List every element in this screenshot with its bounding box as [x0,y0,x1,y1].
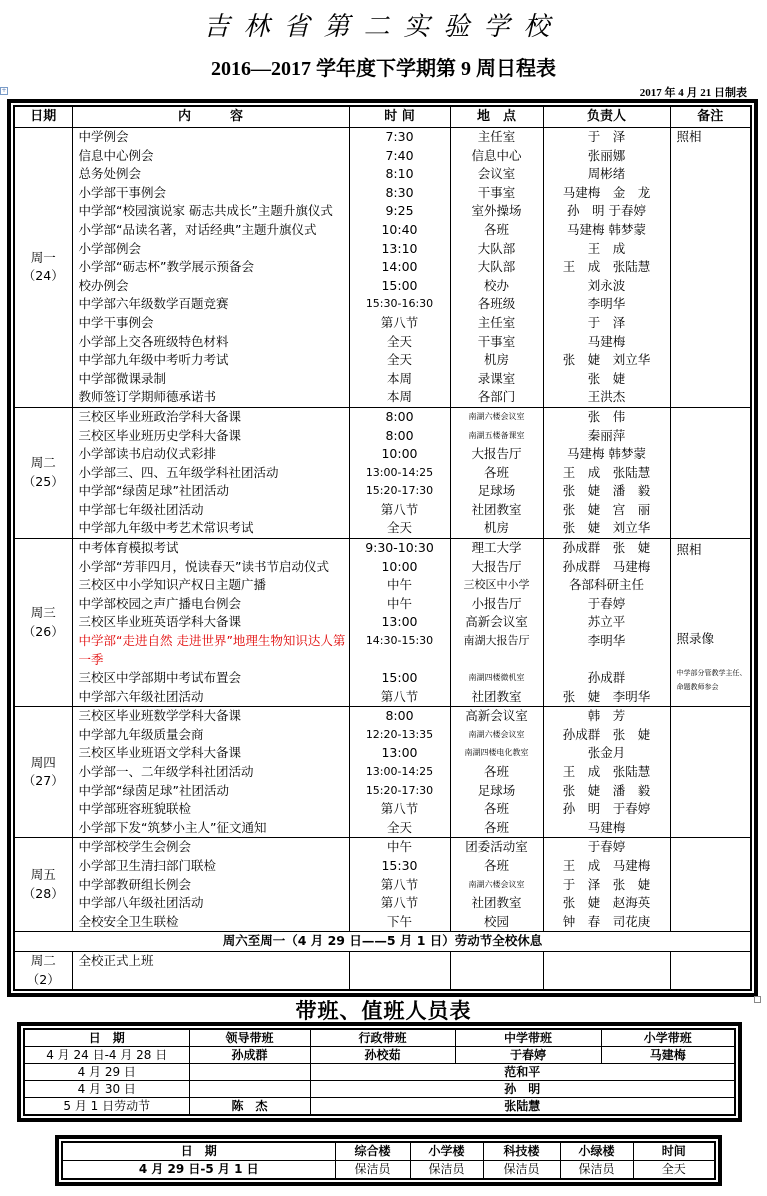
event-place: 南湖六楼会议室 [468,879,525,889]
event-content: 中学部“走进自然 走进世界”地理生物知识达人第一季 [78,633,346,667]
duty-date: 5 月 1 日劳动节 [24,1098,189,1116]
made-date: 2017 年 4 月 21 日制表 [639,87,747,99]
event-content: 中学例会 [78,129,129,144]
duty-col-date: 日 期 [24,1029,189,1047]
event-time: 全天 [386,352,412,368]
event-time: 全天 [386,520,412,536]
event-place: 各班 [483,801,509,817]
event-place: 足球场 [477,483,516,499]
note-cell [670,838,751,932]
person-cell [543,539,670,707]
day-label: 周一 [30,249,56,265]
event-place: 南湖六楼会议室 [468,411,525,421]
duty-table-frame [17,1022,742,1122]
event-person: 孙 明 于春婷 [562,801,651,817]
duty-leader [189,1064,310,1081]
event-content: 小学部上交各班级特色材料 [78,333,229,349]
duty-table-title: 带班、值班人员表 [295,999,472,1023]
event-person: 于春婷 [587,595,626,611]
event-content: 中学部班容班貌联检 [78,801,192,817]
duty-col-admin: 行政带班 [310,1029,455,1047]
time-cell [349,838,450,932]
place-cell [450,128,543,408]
event-person: 马建梅 韩梦蒙 [567,221,646,237]
event-person: 马建梅 [587,333,626,349]
event-place: 理工大学 [471,540,522,556]
duty-date: 4 月 29 日 [24,1064,189,1081]
event-time: 12:20-13:35 [365,727,434,741]
event-person: 张 婕 宫 丽 [562,501,651,517]
duty-middle: 于春婷 [455,1047,601,1064]
duty-leader [189,1081,310,1098]
day-label: 周五 [30,867,56,883]
event-content: 小学部读书启动仪式彩排 [78,446,217,462]
day-date: （2） [26,971,60,987]
event-time: 全天 [386,819,412,835]
event-time: 全天 [386,333,412,349]
table-move-handle-icon[interactable]: + [1,87,7,94]
event-person: 孙成群 张 婕 [562,540,651,556]
duty-merged: 范和平 [310,1064,735,1081]
event-person: 刘永波 [587,277,626,293]
event-place: 社团教室 [471,688,522,704]
note-cell [670,707,751,838]
holiday-notice: 周六至周一（4 月 29 日——5 月 1 日）劳动节全校休息 [14,932,751,952]
event-person: 张 婕 刘立华 [562,352,651,368]
duty-date: 4 月 24 日-4 月 28 日 [24,1047,189,1064]
event-place: 社团教室 [471,895,522,911]
duty-leader: 孙成群 [189,1047,310,1064]
day-cell [14,951,72,990]
cleaning-table-frame [55,1135,722,1186]
event-person: 孙成群 张 婕 [562,726,651,742]
empty-cell [349,951,450,990]
event-place: 校办 [483,277,509,293]
event-content: 中学部九年级中考艺术常识考试 [78,520,254,536]
event-content: 小学部干事例会 [78,184,167,200]
event-content: 三校区毕业班英语学科大备课 [78,614,242,630]
event-content: 中考体育模拟考试 [78,540,179,556]
note-cell [670,539,751,707]
event-content: 中学部九年级质量会商 [78,726,204,742]
col-header-content: 内 容 [72,106,349,128]
event-time: 第八节 [380,314,419,330]
event-place: 录课室 [477,370,516,386]
event-place: 小报告厅 [471,595,522,611]
event-time: 13:00 [381,745,418,761]
cleaning-header-row [62,1142,715,1161]
event-time: 8:00 [385,427,414,443]
day-label: 周二 [30,952,56,968]
event-place: 各班 [483,764,509,779]
school-name: 吉林省第二实验学校 [203,12,564,42]
empty-cell [670,951,751,990]
day-block-row [14,707,751,838]
event-person: 于春婷 [587,839,626,855]
duty-row [24,1064,735,1081]
event-content: 小学部“砺志杯”教学展示预备会 [78,259,254,275]
event-place: 校园 [483,913,509,929]
event-content: 中学部校园之声广播电台例会 [78,595,242,611]
event-place: 干事室 [477,333,516,349]
place-cell [450,407,543,538]
event-place: 机房 [483,520,509,536]
event-person: 李明华 [587,296,626,312]
event-time: 15:20-17:30 [365,484,434,498]
event-content: 三校区毕业班历史学科大备课 [78,427,242,443]
cleaning-table [61,1141,716,1180]
event-content: 总务处例会 [78,166,142,182]
event-place: 机房 [483,352,509,368]
event-time: 15:00 [381,670,418,686]
event-content: 中学部“绿茵足球”社团活动 [78,483,229,499]
event-time: 本周 [386,389,412,405]
person-cell [543,128,670,408]
duty-leader: 陈 杰 [189,1098,310,1116]
event-time: 10:00 [381,446,418,462]
event-person: 张金月 [587,745,626,761]
event-content: 小学部三、四、五年级学科社团活动 [78,464,279,480]
event-place: 主任室 [477,314,516,330]
duty-header-row [24,1029,735,1047]
event-person: 周彬绪 [587,166,626,182]
event-content: 教师签订学期师德承诺书 [78,389,217,405]
event-person: 马建梅 [587,819,626,835]
event-content: 中学部六年级数学百题竞赛 [78,296,229,312]
person-cell [543,838,670,932]
event-content: 中学部“绿茵足球”社团活动 [78,782,229,798]
clean-b4: 保洁员 [560,1161,633,1180]
event-person: 于 泽 张 婕 [562,876,651,892]
day-block-row [14,539,751,707]
event-content: 中学部九年级中考听力考试 [78,352,229,368]
clean-col-b3: 科技楼 [483,1142,560,1161]
event-time: 10:00 [381,558,418,574]
clean-b3: 保洁员 [483,1161,560,1180]
event-place: 大队部 [477,240,516,256]
person-cell [543,707,670,838]
time-cell [349,539,450,707]
col-header-date: 日期 [14,106,72,128]
event-place: 各班级 [477,296,516,312]
event-time: 14:30-15:30 [365,634,434,648]
event-place: 各班 [483,819,509,835]
day-cell [14,407,72,538]
event-place: 南湖五楼备课室 [468,430,525,440]
event-place: 社团教室 [471,501,522,517]
event-content: 中学部六年级社团活动 [78,688,204,704]
event-person: 秦丽萍 [587,427,626,443]
event-place: 南湖六楼会议室 [468,729,525,739]
event-person: 张 婕 刘立华 [562,520,651,536]
event-content: 中学部七年级社团活动 [78,501,204,517]
day-cell [14,838,72,932]
event-content: 中学部八年级社团活动 [78,895,204,911]
event-person: 王 成 张陆慧 [562,764,651,779]
duty-row [24,1098,735,1116]
duty-date: 4 月 30 日 [24,1081,189,1098]
note-text: 照录像 [676,630,715,646]
event-person: 孙成群 马建梅 [562,558,651,574]
event-place: 大队部 [477,259,516,275]
event-person: 各部科研主任 [568,577,644,593]
event-place: 大报告厅 [471,446,522,462]
day-date: （26） [22,623,64,639]
note-cell [670,407,751,538]
person-cell [543,407,670,538]
event-person: 王 成 [587,240,626,256]
event-place: 足球场 [477,782,516,798]
day-cell [14,128,72,408]
duty-row [24,1081,735,1098]
event-time: 第八节 [380,501,419,517]
event-place: 信息中心 [471,147,522,163]
empty-cell [543,951,670,990]
event-content: 小学部一、二年级学科社团活动 [78,764,254,779]
event-content: 小学部例会 [78,240,142,256]
event-content: 全校安全卫生联检 [78,913,179,929]
event-person: 李明华 [587,633,626,649]
note-text: 照相 [676,129,702,144]
event-person: 王 成 张陆慧 [562,464,651,480]
duty-col-primary: 小学带班 [601,1029,735,1047]
day-block-row [14,951,751,990]
event-content: 中学部“校园演说家 砺志共成长”主题升旗仪式 [78,203,333,219]
event-place: 南湖四楼电化教室 [464,748,529,758]
duty-primary: 马建梅 [601,1047,735,1064]
day-label: 周三 [30,605,56,621]
clean-col-b4: 小绿楼 [560,1142,633,1161]
schedule-table-frame [7,99,758,997]
event-person: 张丽娜 [587,147,626,163]
event-place: 各部门 [477,389,516,405]
event-time: 8:10 [385,166,414,182]
event-person: 王 成 马建梅 [562,857,651,873]
clean-time: 全天 [633,1161,715,1180]
content-cell [72,539,349,707]
day-label: 周二 [30,455,56,471]
event-content: 三校区中学部期中考试布置会 [78,670,242,686]
event-person: 孙成群 [587,670,626,686]
event-person: 张 伟 [587,408,626,424]
event-time: 第八节 [380,688,419,704]
event-time: 9:30-10:30 [365,540,434,556]
event-time: 9:25 [385,203,414,219]
clean-b2: 保洁员 [410,1161,483,1180]
event-time: 下午 [386,913,412,929]
clean-b1: 保洁员 [335,1161,410,1180]
event-content: 中学部教研组长例会 [78,876,192,892]
event-place: 南湖大报告厅 [463,634,530,648]
event-time: 中午 [386,595,412,611]
content-cell [72,128,349,408]
col-header-place: 地 点 [450,106,543,128]
time-cell [349,128,450,408]
event-person: 钟 春 司花庚 [562,913,651,929]
event-time: 15:30-16:30 [365,297,434,311]
event-time: 15:20-17:30 [365,783,434,797]
event-place: 会议室 [477,166,516,182]
event-time: 14:00 [381,259,418,275]
event-content: 中学部校学生会例会 [78,839,192,855]
note-cell [670,128,751,408]
event-time: 本周 [386,370,412,386]
clean-col-date: 日 期 [62,1142,335,1161]
clean-col-b2: 小学楼 [410,1142,483,1161]
clean-col-time: 时间 [633,1142,715,1161]
content-cell [72,951,349,990]
event-person: 孙 明 于春婷 [567,203,646,219]
event-person: 张 婕 [587,370,626,386]
event-person: 张 婕 赵海英 [562,895,651,911]
event-place: 南湖四楼微机室 [468,673,525,683]
event-time: 8:00 [385,708,414,724]
event-time: 7:30 [385,129,414,144]
note-text: 照相 [676,542,702,558]
day-date: （28） [22,885,64,901]
event-place: 大报告厅 [471,558,522,574]
note-text: 中学部分管教学主任、命题教师参会 [676,669,747,692]
event-place: 各班 [483,464,509,480]
time-cell [349,707,450,838]
event-content: 小学部卫生清扫部门联检 [78,857,217,873]
event-content: 三校区中小学知识产权日主题广播 [78,577,267,593]
event-person: 王洪杰 [587,389,626,405]
place-cell [450,838,543,932]
empty-cell [450,951,543,990]
event-time: 第八节 [380,876,419,892]
event-content: 三校区毕业班政治学科大备课 [78,408,242,424]
day-block-row [14,407,751,538]
event-content: 三校区毕业班数学学科大备课 [78,708,242,724]
event-content: 全校正式上班 [78,952,154,968]
event-time: 13:00 [381,614,418,630]
duty-col-middle: 中学带班 [455,1029,601,1047]
duty-merged: 孙 明 [310,1081,735,1098]
event-time: 中午 [386,577,412,593]
event-time: 8:30 [385,184,414,200]
event-place: 高新会议室 [465,708,528,724]
day-cell [14,539,72,707]
event-person: 张 婕 潘 毅 [562,483,651,499]
event-time: 13:10 [381,240,418,256]
event-content: 校办例会 [78,277,129,293]
event-place: 高新会议室 [465,614,528,630]
schedule-header-row [14,106,751,128]
cleaning-row [62,1161,715,1180]
event-place: 室外操场 [471,203,522,219]
event-content: 小学部下发“筑梦小主人”征文通知 [78,819,267,835]
event-person: 马建梅 韩梦蒙 [567,446,646,462]
event-time: 13:00-14:25 [365,765,434,778]
event-person: 王 成 张陆慧 [562,259,651,275]
event-person: 苏立平 [587,614,626,630]
event-person: 张 婕 潘 毅 [562,782,651,798]
event-content: 中学干事例会 [78,314,154,330]
event-time: 10:40 [381,221,418,237]
duty-admin: 孙校茹 [310,1047,455,1064]
event-content: 信息中心例会 [78,147,154,163]
event-place: 各班 [483,857,509,873]
col-header-note: 备注 [670,106,751,128]
duty-col-leader: 领导带班 [189,1029,310,1047]
day-date: （25） [22,473,64,489]
event-content: 三校区毕业班语文学科大备课 [78,745,242,761]
day-date: （24） [22,268,64,284]
event-place: 各班 [483,221,509,237]
event-time: 中午 [386,839,412,855]
content-cell [72,407,349,538]
event-place: 三校区中小学 [463,578,530,592]
duty-table [23,1028,736,1116]
day-cell [14,707,72,838]
content-cell [72,707,349,838]
day-label: 周四 [30,754,56,770]
col-header-person: 负责人 [543,106,670,128]
day-block-row [14,838,751,932]
event-content: 中学部微课录制 [78,370,167,386]
clean-date: 4 月 29 日-5 月 1 日 [62,1161,335,1180]
event-time: 第八节 [380,801,419,817]
event-content: 小学部“品读名著，对话经典”主题升旗仪式 [78,221,317,237]
place-cell [450,539,543,707]
duty-row [24,1047,735,1064]
event-place: 主任室 [477,129,516,144]
clean-col-b1: 综合楼 [335,1142,410,1161]
col-header-time: 时 间 [349,106,450,128]
event-person: 于 泽 [587,314,626,330]
event-person: 韩 芳 [587,708,626,724]
day-date: （27） [22,773,64,789]
event-time: 第八节 [380,895,419,911]
event-time: 13:00-14:25 [365,465,434,479]
event-person: 于 泽 [587,129,626,144]
schedule-table [13,105,752,991]
event-person: 张 婕 李明华 [562,688,651,704]
schedule-title: 2016—2017 学年度下学期第 9 周日程表 [211,58,556,80]
event-place: 团委活动室 [465,839,528,855]
event-time: 15:00 [381,277,418,293]
holiday-row [14,932,751,952]
event-time: 15:30 [381,857,418,873]
event-place: 干事室 [477,184,516,200]
duty-merged: 张陆慧 [310,1098,735,1116]
event-time: 7:40 [385,147,414,163]
content-cell [72,838,349,932]
place-cell [450,707,543,838]
event-time: 8:00 [385,408,414,424]
day-block-row [14,128,751,408]
event-person: 马建梅 金 龙 [562,184,651,200]
event-content: 小学部“芳菲四月，悦读春天”读书节启动仪式 [78,558,329,574]
time-cell [349,407,450,538]
